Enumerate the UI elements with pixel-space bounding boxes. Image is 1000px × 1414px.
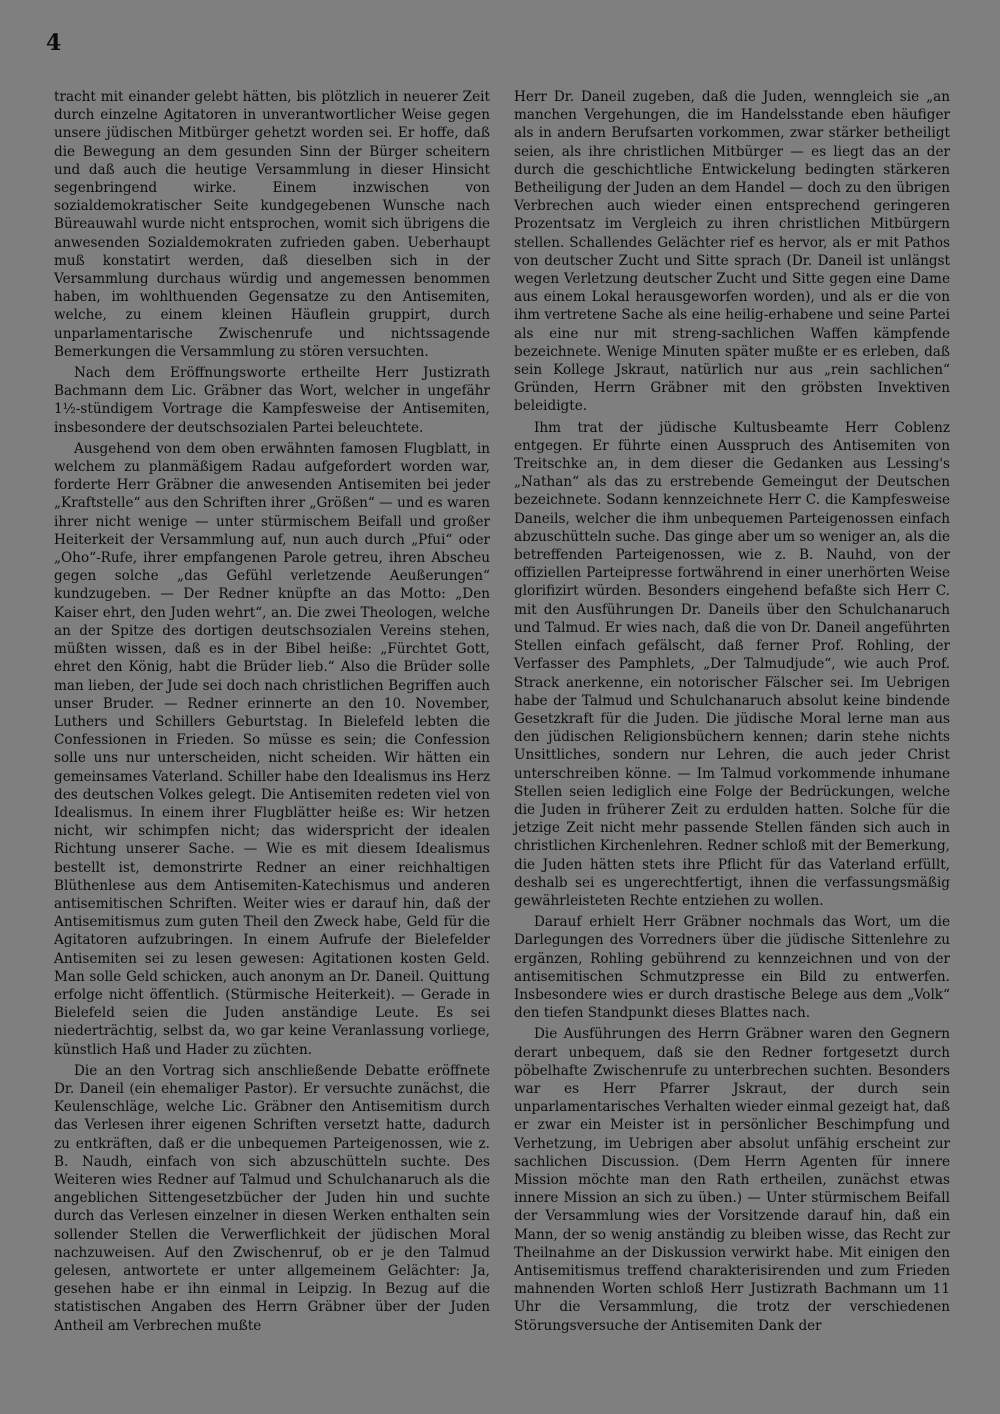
paragraph: Ihm trat der jüdische Kultusbeamte Herr Coblenz entgegen. Er führte einen Ausspruch des Antisemiten von Treitschke an, in dem dieser die Gedanken aus Lessing's „Nathan“ als das zu erstrebende Gemeingut der Deutschen bezeichnete. Sodann kennzeichnete Herr C. die Kampfesweise Daneils, welcher die ihm unbequemen Parteigenossen einfach abzuschütteln suche. Das ginge aber um so weniger an, als die betreffenden Parteigenossen, wie z. B. Nauhd, von der offiziellen Parteipresse fortwährend in einer unerhörten Weise glorifizirt würden. Besonders eingehend befaßte sich Herr C. mit den Ausführungen Dr. Daneils über den Schulchanaruch und Talmud. Er wies nach, daß die von Dr. Daneil angeführten Stellen einfach gefälscht, daß ferner Prof. Rohling, der Verfasser des Pamphlets, „Der Talmudjude“, wie auch Prof. Strack anerkenne, ein notorischer Fälscher sei. Im Uebrigen habe der Talmud und Schulchanaruch absolut keine bindende Gesetzkraft für die Juden. Die jüdische Moral lerne man aus den jüdischen Religionsbüchern kennen; darin stehe nichts Unsittliches, sondern nur Lehren, die auch jeder Christ unterschreiben könne. — Im Talmud vorkommende inhumane Stellen seien lediglich eine Folge der Bedrückungen, welche die Juden in früherer Zeit zu erdulden hatten. Solche für die jetzige Zeit nicht mehr passende Stellen fänden sich auch in christlichen Kirchenlehren. Redner schloß mit der Bemerkung, die Juden hätten stets ihre Pflicht für das Vaterland erfüllt, deshalb sei es ungerechtfertigt, ihnen die verfassungsmäßig gewährleisteten Rechte entziehen zu wollen. (514, 419, 950, 909)
page-number: 4 (46, 30, 62, 56)
paragraph: Darauf erhielt Herr Gräbner nochmals das Wort, um die Darlegungen des Vorredners über die jüdische Sittenlehre zu ergänzen, Rohling gebührend zu kennzeichnen und von der antisemitischen Schmutzpresse ein Bild zu entwerfen. Insbesondere wies er durch drastische Belege aus dem „Volk“ den tiefen Standpunkt dieses Blattes nach. (514, 914, 950, 1022)
paragraph: Die Ausführungen des Herrn Gräbner waren den Gegnern derart unbequem, daß sie den Redner fortgesetzt durch pöbelhafte Zwischenrufe zu unterbrechen suchten. Besonders war es Herr Pfarrer Jskraut, der durch sein unparlamentarisches Verhalten wieder einmal gezeigt hat, daß er zwar ein Meister ist in persönlicher Beschimpfung und Verhetzung, im Uebrigen aber absolut unfähig erscheint zur sachlichen Discussion. (Dem Herrn Agenten für innere Mission möchte man den Rath ertheilen, zunächst etwas innere Mission an sich zu üben.) — Unter stürmischem Beifall der Versammlung wies der Vorsitzende darauf hin, daß ein Mann, der so wenig anständig zu bleiben wisse, das Recht zur Theilnahme an der Diskussion verwirkt habe. Mit einigen den Antisemitismus treffend charakterisirenden und zum Frieden mahnenden Worten schloß Herr Justizrath Bachmann um 11 Uhr die Versammlung, die trotz der verschiedenen Störungsversuche der Antisemiten Dank der (514, 1026, 950, 1334)
right-column (514, 88, 950, 1335)
paragraph: Herr Dr. Daneil zugeben, daß die Juden, wenngleich sie „an manchen Vergehungen, die im Handelsstande eben häufiger als in andern Berufsarten vorkommen, zwar stärker betheiligt seien, als ihre christlichen Mitbürger — es liegt das an der durch die geschichtliche Entwickelung bedingten stärkeren Betheiligung der Juden an dem Handel — doch zu den übrigen Verbrechen auch wieder einen entsprechend geringeren Prozentsatz im Vergleich zu ihren christlichen Mitbürgern stellen. Schallendes Gelächter rief es hervor, als er mit Pathos von deutscher Zucht und Sitte sprach (Dr. Daneil ist unlängst wegen Verletzung deutscher Zucht und Sitte gegen eine Dame aus einem Lokal herausgeworfen worden), und als er die von ihm vertretene Sache als eine heilig-erhabene und seine Partei als eine nur mit streng-sachlichen Waffen kämpfende bezeichnete. Wenige Minuten später mußte er es erleben, daß sein Kollege Jskraut, natürlich nur aus „rein sachlichen“ Gründen, Herrn Gräbner mit den gröbsten Invektiven beleidigte. (514, 89, 950, 415)
paragraph: Die an den Vortrag sich anschließende Debatte eröffnete Dr. Daneil (ein ehemaliger Pastor). Er versuchte zunächst, die Keulenschläge, welche Lic. Gräbner den Antisemitism durch das Verlesen ihrer eigenen Schriften versetzt hatte, dadurch zu entkräften, daß er die unbequemen Parteigenossen, wie z. B. Naudh, einfach von sich abzuschütteln suchte. Des Weiteren wies Redner auf Talmud und Schulchanaruch als die angeblichen Sittengesetzbücher der Juden hin und suchte durch das Verlesen einzelner in diesen Werken enthalten sein sollender Stellen die Verwerflichkeit der jüdischen Moral nachzuweisen. Auf den Zwischenruf, ob er je den Talmud gelesen, antwortete er unter allgemeinem Gelächter: Ja, gesehen habe er ihn einmal in Leipzig. In Bezug auf die statistischen Angaben des Herrn Gräbner über der Juden Antheil am Verbrechen mußte (54, 1062, 490, 1334)
paragraph: Ausgehend von dem oben erwähnten famosen Flugblatt, in welchem zu planmäßigem Radau aufgefordert worden war, forderte Herr Gräbner die anwesenden Antisemiten bei jeder „Kraftstelle“ aus den Schriften ihrer „Größen“ — und es waren ihrer nicht wenige — unter stürmischem Beifall und großer Heiterkeit der Versammlung auf, nun auch durch „Pfui“ oder „Oho“-Rufe, ihrer empfangenen Parole getreu, ihren Abscheu gegen solche „das Gefühl verletzende Aeußerungen“ kundzugeben. — Der Redner knüpfte an das Motto: „Den Kaiser ehrt, den Juden wehrt“, an. Die zwei Theologen, welche an der Spitze des dortigen deutschsozialen Vereins stehen, müßten wissen, daß es in der Bibel heiße: „Fürchtet Gott, ehret den König, habt die Brüder lieb.“ Also die Brüder solle man lieben, der Jude sei doch nach christlichen Begriffen auch unser Bruder. — Redner erinnerte an den 10. November, Luthers und Schillers Geburtstag. In Bielefeld lebten die Confessionen in Frieden. So müsse es sein; die Confession solle uns nur unterscheiden, nicht scheiden. Wir hätten ein gemeinsames Vaterland. Schiller habe den Idealismus ins Herz des deutschen Volkes gelegt. Die Antisemiten redeten viel von Idealismus. In einem ihrer Flugblätter heiße es: Wir hetzen nicht, wir schimpfen nicht; das widerspricht der idealen Richtung unserer Sache. — Wie es mit diesem Idealismus bestellt ist, demonstrirte Redner an einer reichhaltigen Blüthenlese aus dem Antisemiten-Katechismus und anderen antisemitischen Schriften. Weiter wies er darauf hin, daß der Antisemitismus zum guten Theil den Zweck habe, Geld für die Agitatoren aufzubringen. In einem Aufrufe der Bielefelder Antisemiten sei zu lesen gewesen: Agitationen kosten Geld. Man solle Geld schicken, auch anonym an Dr. Daneil. Quittung erfolge nicht öffentlich. (Stürmische Heiterkeit). — Gerade in Bielefeld seien die Juden anständige Leute. Es sei niederträchtig, selbst da, wo gar keine Veranlassung vorliege, künstlich Haß und Hader zu züchten. (54, 440, 490, 1058)
paragraph: Nach dem Eröffnungsworte ertheilte Herr Justizrath Bachmann dem Lic. Gräbner das Wort, welcher in ungefähr 1½-stündigem Vortrage die Kampfesweise der Antisemiten, insbesondere der deutschsozialen Partei beleuchtete. (54, 365, 490, 436)
left-column (54, 88, 490, 1335)
paragraph: tracht mit einander gelebt hätten, bis plötzlich in neuerer Zeit durch einzelne Agitatoren in unverantwortlicher Weise gegen unsere jüdischen Mitbürger gehetzt worden sei. Er hoffe, daß die Bewegung an dem gesunden Sinn der Bürger scheitern und daß auch die heutige Versammlung in dieser Hinsicht segenbringend wirke. Einem inzwischen von sozialdemokratischer Seite kundgegebenen Wunsche nach Büreauwahl wurde nicht entsprochen, womit sich übrigens die anwesenden Sozialdemokraten zufrieden gaben. Ueberhaupt muß konstatirt werden, daß dieselben sich in der Versammlung durchaus würdig und angemessen benommen haben, im wohlthuenden Gegensatze zu den Antisemiten, welche, zu einem kleinen Häuflein gruppirt, durch unparlamentarische Zwischenrufe und nichtssagende Bemerkungen die Versammlung zu stören versuchten. (54, 89, 490, 360)
